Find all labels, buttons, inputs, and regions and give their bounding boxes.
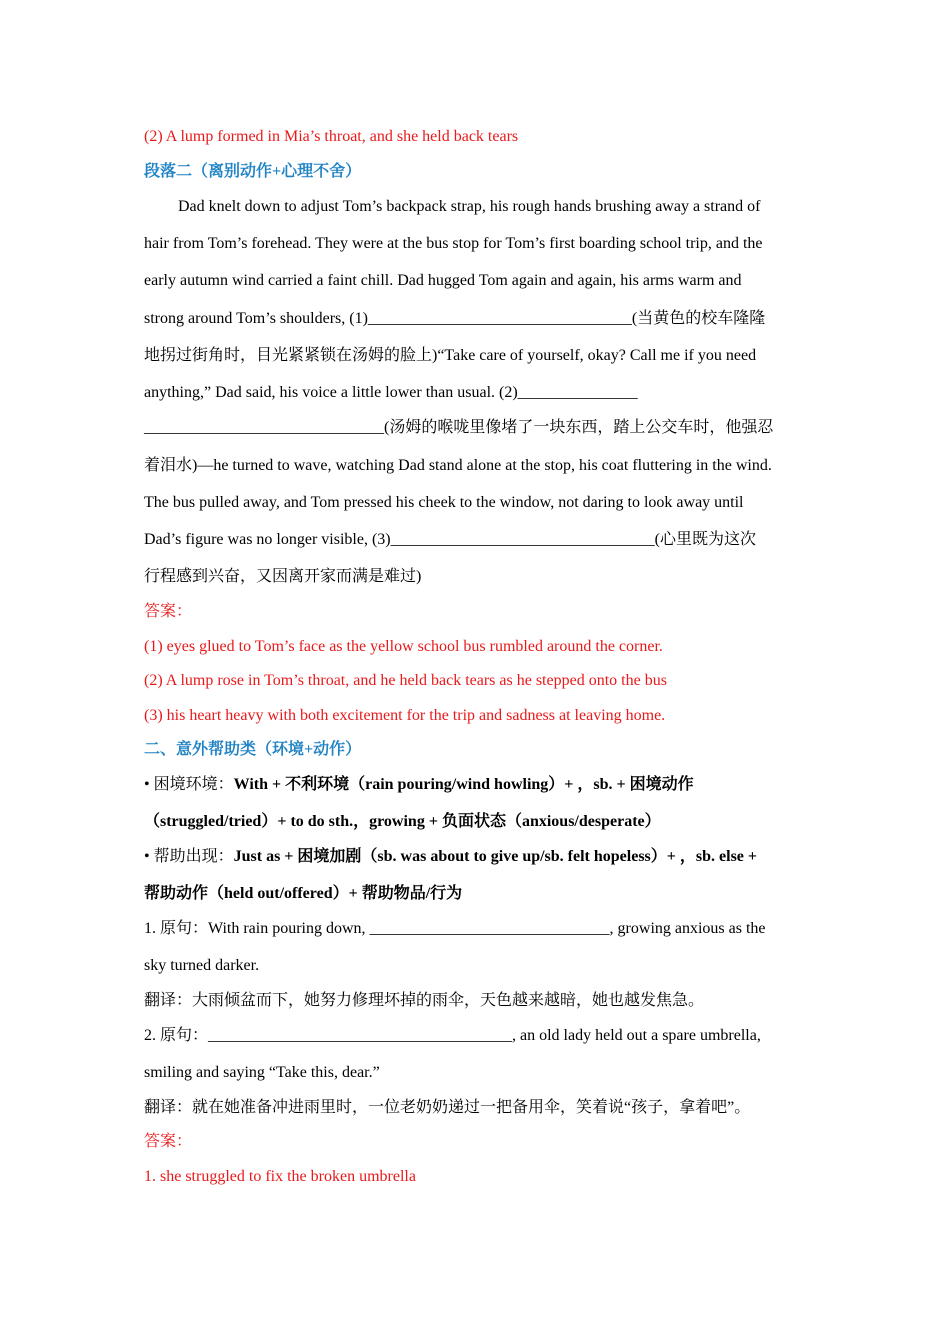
section-two-heading: 二、意外帮助类（环境+动作） (144, 741, 362, 758)
bullet-help-appears (144, 842, 757, 872)
previous-answer-line: (2) A lump formed in Mia’s throat, and she held back tears (144, 128, 519, 145)
example-two-translation: 翻译：就在她准备冲进雨里时，一位老奶奶递过一把备用伞，笑着说“孩子，拿着吧”。 (144, 1099, 751, 1116)
example-two-sentence: 2. 原句：______________________________________, an old lady held out a spare umbrella, (144, 1027, 761, 1044)
passage-line: anything,” Dad said, his voice a little lower than usual. (2)_______________ (144, 384, 638, 401)
passage-line: early autumn wind carried a faint chill. Dad hugged Tom again and again, his arms warm and (144, 272, 742, 289)
passage-line: 地拐过街角时，目光紧紧锁在汤姆的脸上)“Take care of yourself, okay? Call me if you need (144, 347, 757, 364)
answer-label: 答案： (144, 1133, 193, 1150)
passage-line: hair from Tom’s forehead. They were at the bus stop for Tom’s first boarding school trip, and the (144, 235, 763, 252)
example-two-sentence-continued: smiling and saying “Take this, dear.” (144, 1064, 380, 1081)
bullet-label: • 帮助出现： (144, 848, 234, 865)
answer-line: 1. she struggled to fix the broken umbrella (144, 1168, 416, 1185)
passage-line: The bus pulled away, and Tom pressed his cheek to the window, not daring to look away until (144, 494, 744, 511)
paragraph-two-heading: 段落二（离别动作+心理不舍） (144, 163, 362, 180)
example-one-translation: 翻译：大雨倾盆而下，她努力修理坏掉的雨伞，天色越来越暗，她也越发焦急。 (144, 992, 705, 1009)
passage-line: ______________________________(汤姆的喉咙里像堵了一块东西，踏上公交车时，他强忍 (144, 419, 774, 436)
answer-line: (2) A lump rose in Tom’s throat, and he held back tears as he stepped onto the bus (144, 672, 667, 689)
passage-line: Dad knelt down to adjust Tom’s backpack strap, his rough hands brushing away a strand of (178, 198, 761, 215)
answer-line: (3) his heart heavy with both excitement for the trip and sadness at leaving home. (144, 707, 666, 724)
passage-line: strong around Tom’s shoulders, (1)_________________________________(当黄色的校车隆隆 (144, 310, 766, 327)
answer-line: (1) eyes glued to Tom’s face as the yellow school bus rumbled around the corner. (144, 638, 663, 655)
bullet-label: • 困境环境： (144, 776, 234, 793)
bullet-pattern-continued: （struggled/tried）+ to do sth.，growing + 负面状态（anxious/desperate） (144, 813, 661, 830)
bullet-difficult-environment (144, 770, 694, 800)
bullet-pattern: Just as + 困境加剧（sb. was about to give up/sb. felt hopeless）+ ，sb. else + (233, 848, 758, 865)
bullet-pattern-continued: 帮助动作（held out/offered）+ 帮助物品/行为 (144, 885, 463, 902)
passage-line: 行程感到兴奋，又因离开家而满是难过) (144, 568, 422, 585)
answer-label: 答案： (144, 603, 193, 620)
example-one-sentence-continued: sky turned darker. (144, 957, 260, 974)
passage-line: Dad’s figure was no longer visible, (3)_________________________________(心里既为这次 (144, 531, 756, 548)
passage-line: 着泪水)—he turned to wave, watching Dad stand alone at the stop, his coat fluttering in the wind. (144, 457, 772, 474)
bullet-pattern: With + 不利环境（rain pouring/wind howling）+ ，sb. + 困境动作 (233, 776, 694, 793)
example-one-sentence: 1. 原句：With rain pouring down, ______________________________, growing anxious as the (144, 920, 766, 937)
